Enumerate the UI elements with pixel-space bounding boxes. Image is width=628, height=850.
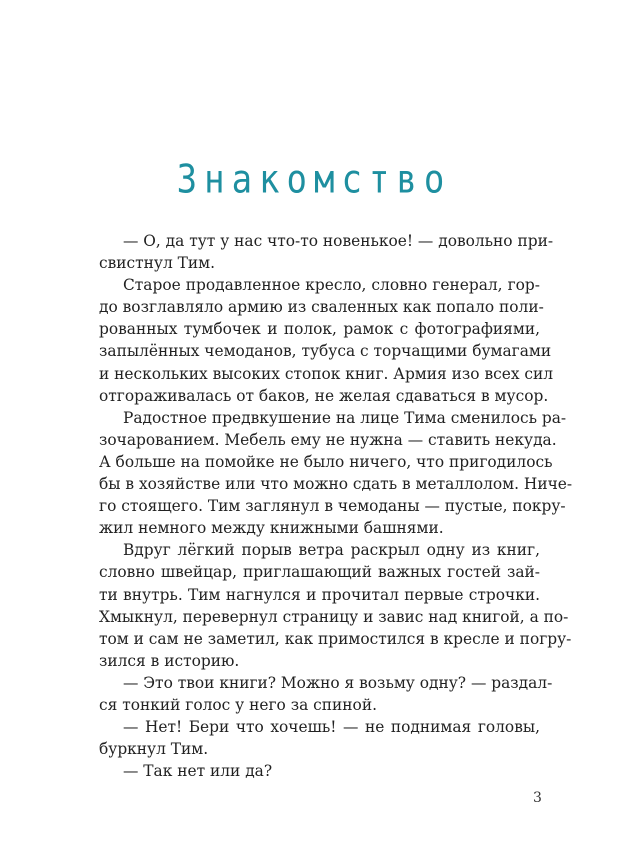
text-line: жил немного между книжными башнями.	[99, 519, 444, 538]
page-number: 3	[533, 790, 542, 806]
text-line: буркнул Тим.	[99, 740, 209, 759]
text-line: го стоящего. Тим заглянул в чемоданы — пустые, покру-	[99, 497, 566, 516]
paragraph	[75, 539, 572, 672]
text-line: Старое продавленное кресло, словно генерал, гор-	[123, 276, 540, 295]
paragraph	[75, 672, 553, 716]
text-line: бы в хозяйстве или что можно сдать в металлолом. Ниче-	[99, 475, 573, 494]
text-line: — Так нет или да?	[123, 762, 273, 781]
text-line: Хмыкнул, перевернул страницу и завис над книгой, а по-	[99, 607, 569, 626]
text-line: — Нет! Бери что хочешь! — не поднимая головы,	[123, 718, 540, 737]
text-line: ся тонкий голос у него за спиной.	[99, 695, 377, 714]
paragraph	[75, 407, 573, 540]
text-line: зился в историю.	[99, 651, 240, 670]
paragraph	[75, 716, 540, 760]
text-line: запылённых чемоданов, тубуса с торчащими бумагами	[99, 342, 552, 361]
text-line: отгораживалась от баков, не желая сдаваться в мусор.	[99, 386, 549, 405]
text-line: рованных тумбочек и полок, рамок с фотографиями,	[99, 320, 540, 339]
text-line: А больше на помойке не было ничего, что пригодилось	[99, 452, 553, 471]
text-line: и нескольких высоких стопок книг. Армия изо всех сил	[99, 364, 554, 383]
text-line: Вдруг лёгкий порыв ветра раскрыл одну из книг,	[123, 541, 540, 560]
text-line: зочарованием. Мебель ему не нужна — ставить некуда.	[99, 430, 557, 449]
chapter-title: Знакомство	[176, 157, 452, 203]
text-line: том и сам не заметил, как примостился в кресле и погру-	[99, 629, 572, 648]
paragraph	[75, 274, 554, 407]
text-line: — Это твои книги? Можно я возьму одну? — раздал-	[123, 673, 553, 692]
text-line: Радостное предвкушение на лице Тима сменилось ра-	[123, 408, 567, 427]
text-line: словно швейцар, приглашающий важных гостей зай-	[99, 563, 540, 582]
text-line: свистнул Тим.	[99, 254, 216, 273]
paragraph	[75, 760, 540, 782]
text-line: ти внутрь. Тим нагнулся и прочитал первые строчки.	[99, 585, 540, 604]
text-line: — О, да тут у нас что-то новенькое! — довольно при-	[123, 232, 554, 250]
text-line: до возглавляло армию из сваленных как попало поли-	[99, 298, 544, 317]
body-text	[75, 230, 573, 782]
paragraph	[75, 230, 554, 274]
